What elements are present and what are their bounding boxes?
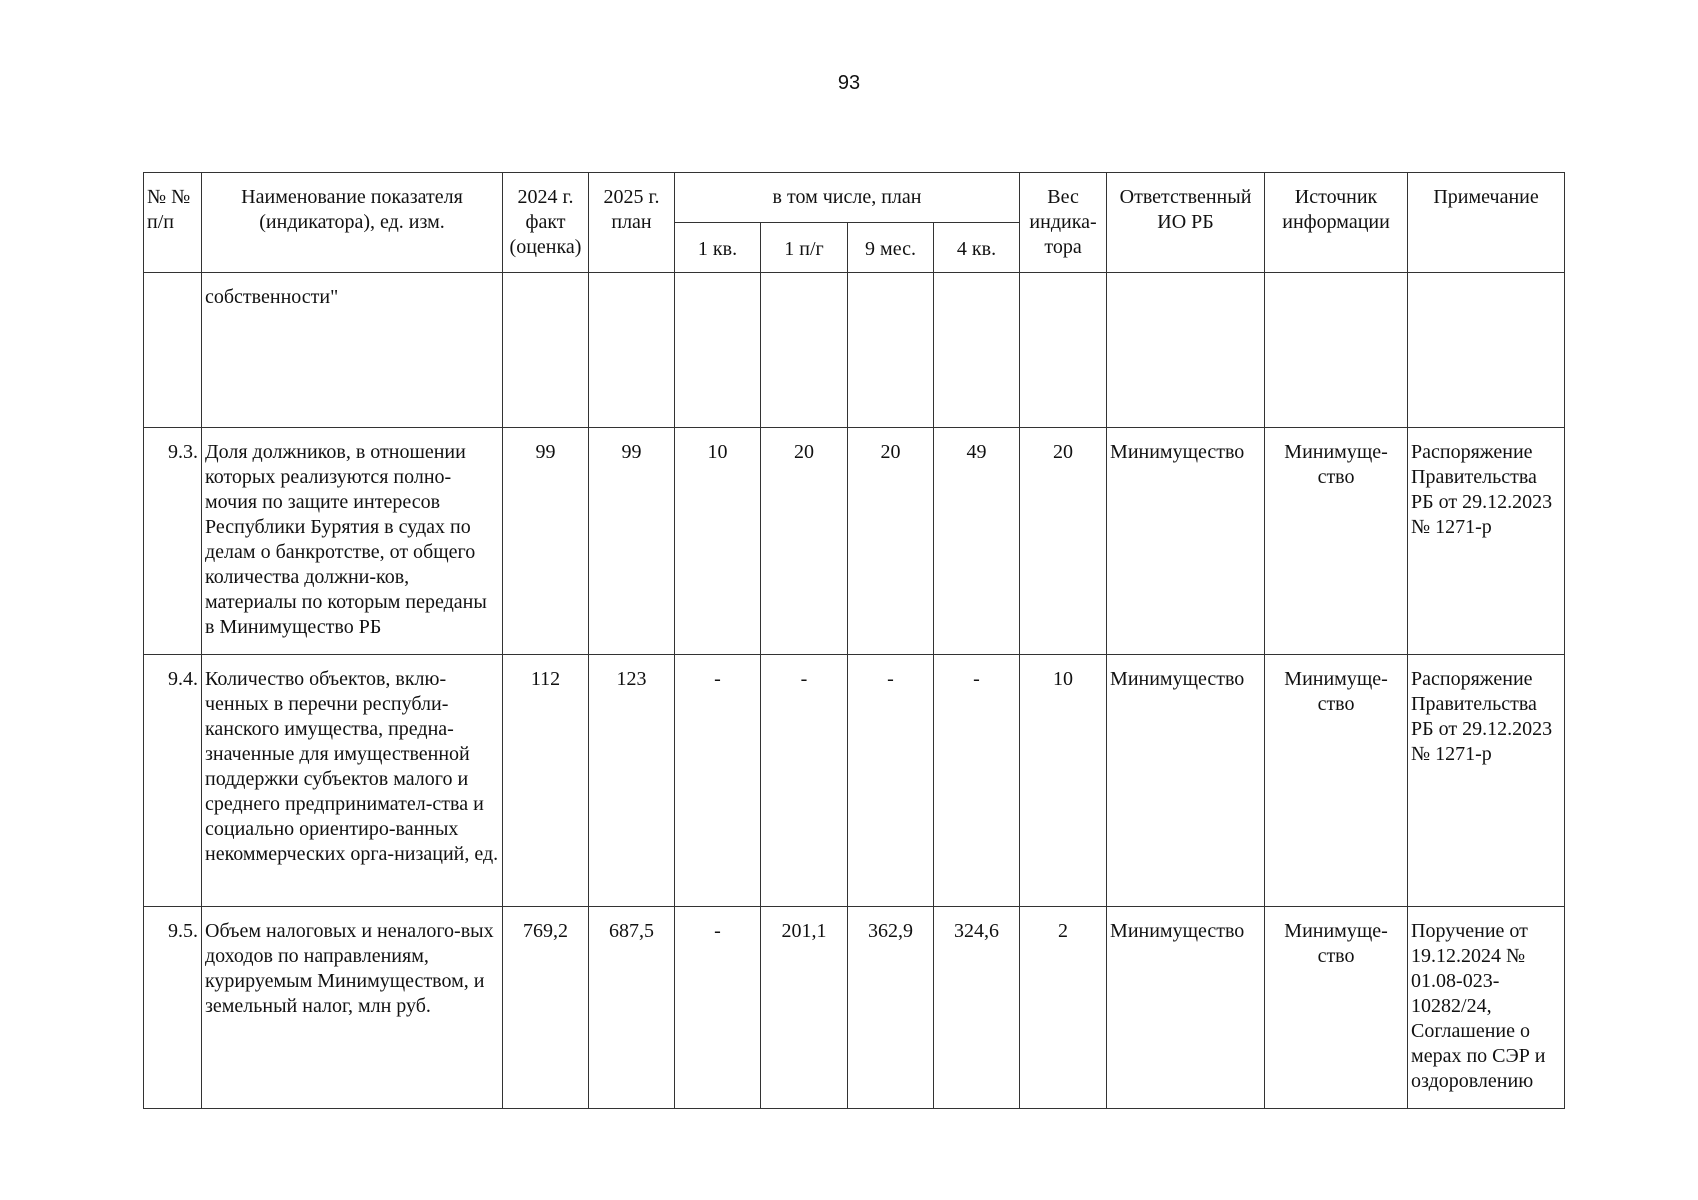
header-including-plan: в том числе, план [675,173,1020,223]
cell-q4: 49 [934,428,1020,655]
cell-weight: 10 [1020,655,1107,907]
cell-num: 9.5. [144,907,202,1109]
cell-fact-2024: 769,2 [503,907,589,1109]
cell-plan-2025: 687,5 [589,907,675,1109]
cell-plan-2025: 123 [589,655,675,907]
header-source: Источник информации [1265,173,1408,273]
header-9m: 9 мес. [848,223,934,273]
cell-source: Минимуще-ство [1265,428,1408,655]
cell-q1: - [675,655,761,907]
cell-fact-2024: 99 [503,428,589,655]
cell-h1: - [761,655,848,907]
cell-weight: 2 [1020,907,1107,1109]
header-2024: 2024 г. факт (оценка) [503,173,589,273]
header-q4: 4 кв. [934,223,1020,273]
cell-empty [1107,273,1265,428]
header-name: Наименование показателя (индикатора), ед. изм. [202,173,503,273]
indicators-table [143,172,1565,1109]
cell-num: 9.4. [144,655,202,907]
cell-plan-2025: 99 [589,428,675,655]
header-responsible: Ответственный ИО РБ [1107,173,1265,273]
cell-note: Поручение от 19.12.2024 № 01.08-023-10282/24, Соглашение о мерах по СЭР и оздоровлению [1408,907,1565,1109]
cell-name: собственности" [202,273,503,428]
header-2025: 2025 г. план [589,173,675,273]
page-number: 93 [837,72,861,94]
table-row [144,428,1565,655]
cell-9m: 362,9 [848,907,934,1109]
cell-9m: - [848,655,934,907]
cell-empty [848,273,934,428]
cell-empty [761,273,848,428]
cell-note: Распоряжение Правительства РБ от 29.12.2023 № 1271-р [1408,655,1565,907]
cell-empty [934,273,1020,428]
header-num: № № п/п [144,173,202,273]
cell-q4: 324,6 [934,907,1020,1109]
table-row [144,655,1565,907]
cell-source: Минимуще-ство [1265,655,1408,907]
header-weight: Вес индика-тора [1020,173,1107,273]
cell-empty [503,273,589,428]
header-note: Примечание [1408,173,1565,273]
cell-h1: 20 [761,428,848,655]
cell-9m: 20 [848,428,934,655]
table-row [144,907,1565,1109]
cell-weight: 20 [1020,428,1107,655]
cell-empty [675,273,761,428]
cell-note: Распоряжение Правительства РБ от 29.12.2023 № 1271-р [1408,428,1565,655]
cell-empty [1265,273,1408,428]
cell-num [144,273,202,428]
cell-empty [1020,273,1107,428]
cell-responsible: Минимущество [1107,907,1265,1109]
header-h1: 1 п/г [761,223,848,273]
cell-responsible: Минимущество [1107,655,1265,907]
cell-h1: 201,1 [761,907,848,1109]
cell-num: 9.3. [144,428,202,655]
header-q1: 1 кв. [675,223,761,273]
cell-fact-2024: 112 [503,655,589,907]
cell-name: Доля должников, в отношении которых реализуются полно-мочия по защите интересов Республики Бурятия в судах по делам о банкротстве, от общего количества должни-ков, материалы по которым переданы в Минимущество РБ [202,428,503,655]
table-row [144,273,1565,428]
cell-q1: - [675,907,761,1109]
cell-source: Минимуще-ство [1265,907,1408,1109]
cell-q4: - [934,655,1020,907]
cell-name: Объем налоговых и неналого-вых доходов по направлениям, курируемым Минимуществом, и земельный налог, млн руб. [202,907,503,1109]
cell-name: Количество объектов, вклю-ченных в перечни республи-канского имущества, предна-значенные для имущественной поддержки субъектов малого и среднего предпринимател-ства и социально ориентиро-ванных некоммерческих орга-низаций, ед. [202,655,503,907]
cell-empty [589,273,675,428]
cell-empty [1408,273,1565,428]
cell-q1: 10 [675,428,761,655]
cell-responsible: Минимущество [1107,428,1265,655]
